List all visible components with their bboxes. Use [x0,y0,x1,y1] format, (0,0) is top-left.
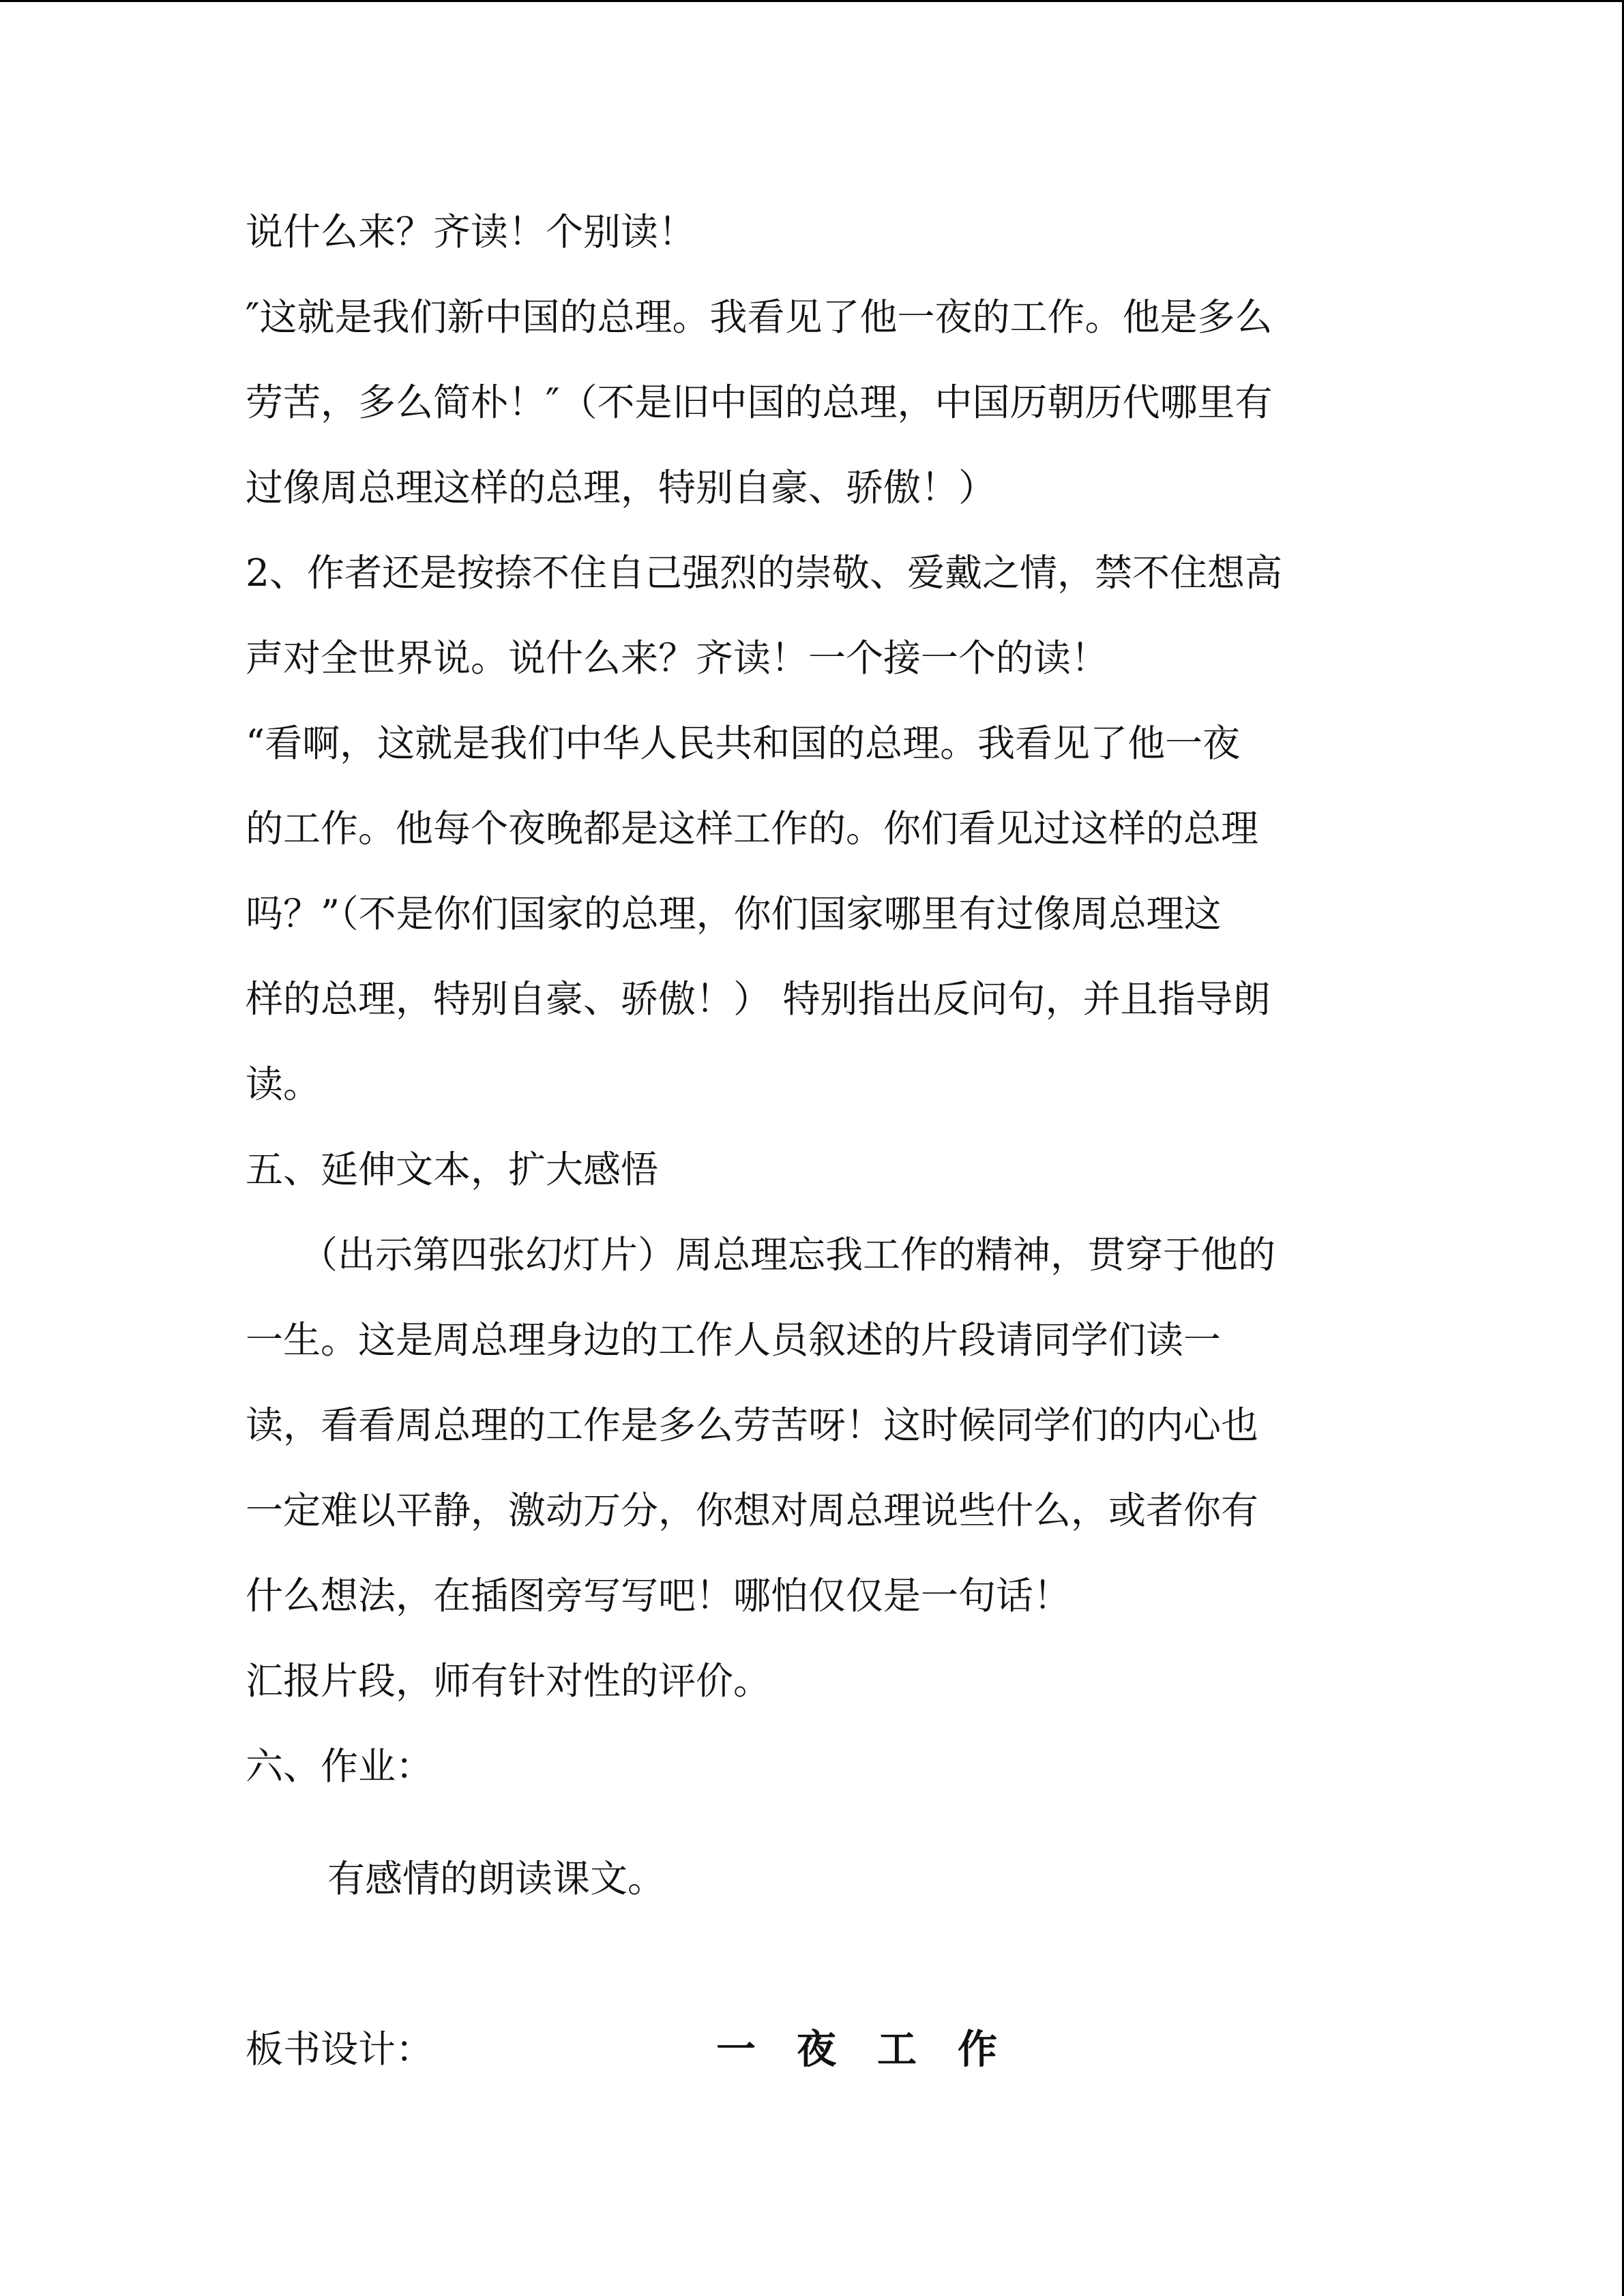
text-line: “看啊，这就是我们中华人民共和国的总理。我看见了他一夜 [246,721,1241,765]
text-line: 样的总理，特别自豪、骄傲！） 特别指出反问句，并且指导朗 [246,977,1271,1021]
section-heading: 五、延伸文本，扩大感悟 [246,1148,659,1191]
text-line: 有感情的朗读课文。 [327,1857,666,1900]
text-line: 吗？”（不是你们国家的总理，你们国家哪里有过像周总理这 [246,892,1222,936]
text-line: 劳苦，多么简朴！″（不是旧中国的总理，中国历朝历代哪里有 [246,381,1273,424]
text-line: 一生。这是周总理身边的工作人员叙述的片段请同学们读一 [246,1318,1222,1362]
text-line: 过像周总理这样的总理，特别自豪、骄傲！） [246,466,996,509]
text-line: 说什么来？齐读！个别读！ [246,210,696,254]
text-line: 的工作。他每个夜晚都是这样工作的。你们看见过这样的总理 [246,807,1259,850]
text-line: 读，看看周总理的工作是多么劳苦呀！这时候同学们的内心也 [246,1403,1259,1447]
text-line: 什么想法，在插图旁写写吧！哪怕仅仅是一句话！ [246,1574,1072,1617]
text-line: 读。 [246,1062,321,1106]
section-heading: 六、作业： [246,1744,434,1788]
text-line: 汇报片段，师有针对性的评价。 [246,1659,771,1703]
page-border-top [0,0,1624,2]
board-design-title: 一夜工作 [716,2026,1039,2072]
text-line: （出示第四张幻灯片）周总理忘我工作的精神，贯穿于他的 [300,1233,1276,1277]
text-line: 一定难以平静，激动万分，你想对周总理说些什么，或者你有 [246,1489,1259,1532]
board-design-label: 板书设计： [246,2027,434,2071]
text-line: 声对全世界说。说什么来？齐读！一个接一个的读！ [246,636,1109,680]
text-line: 2、作者还是按捺不住自己强烈的崇敬、爱戴之情，禁不住想高 [246,551,1282,595]
text-line: ″这就是我们新中国的总理。我看见了他一夜的工作。他是多么 [246,295,1273,339]
